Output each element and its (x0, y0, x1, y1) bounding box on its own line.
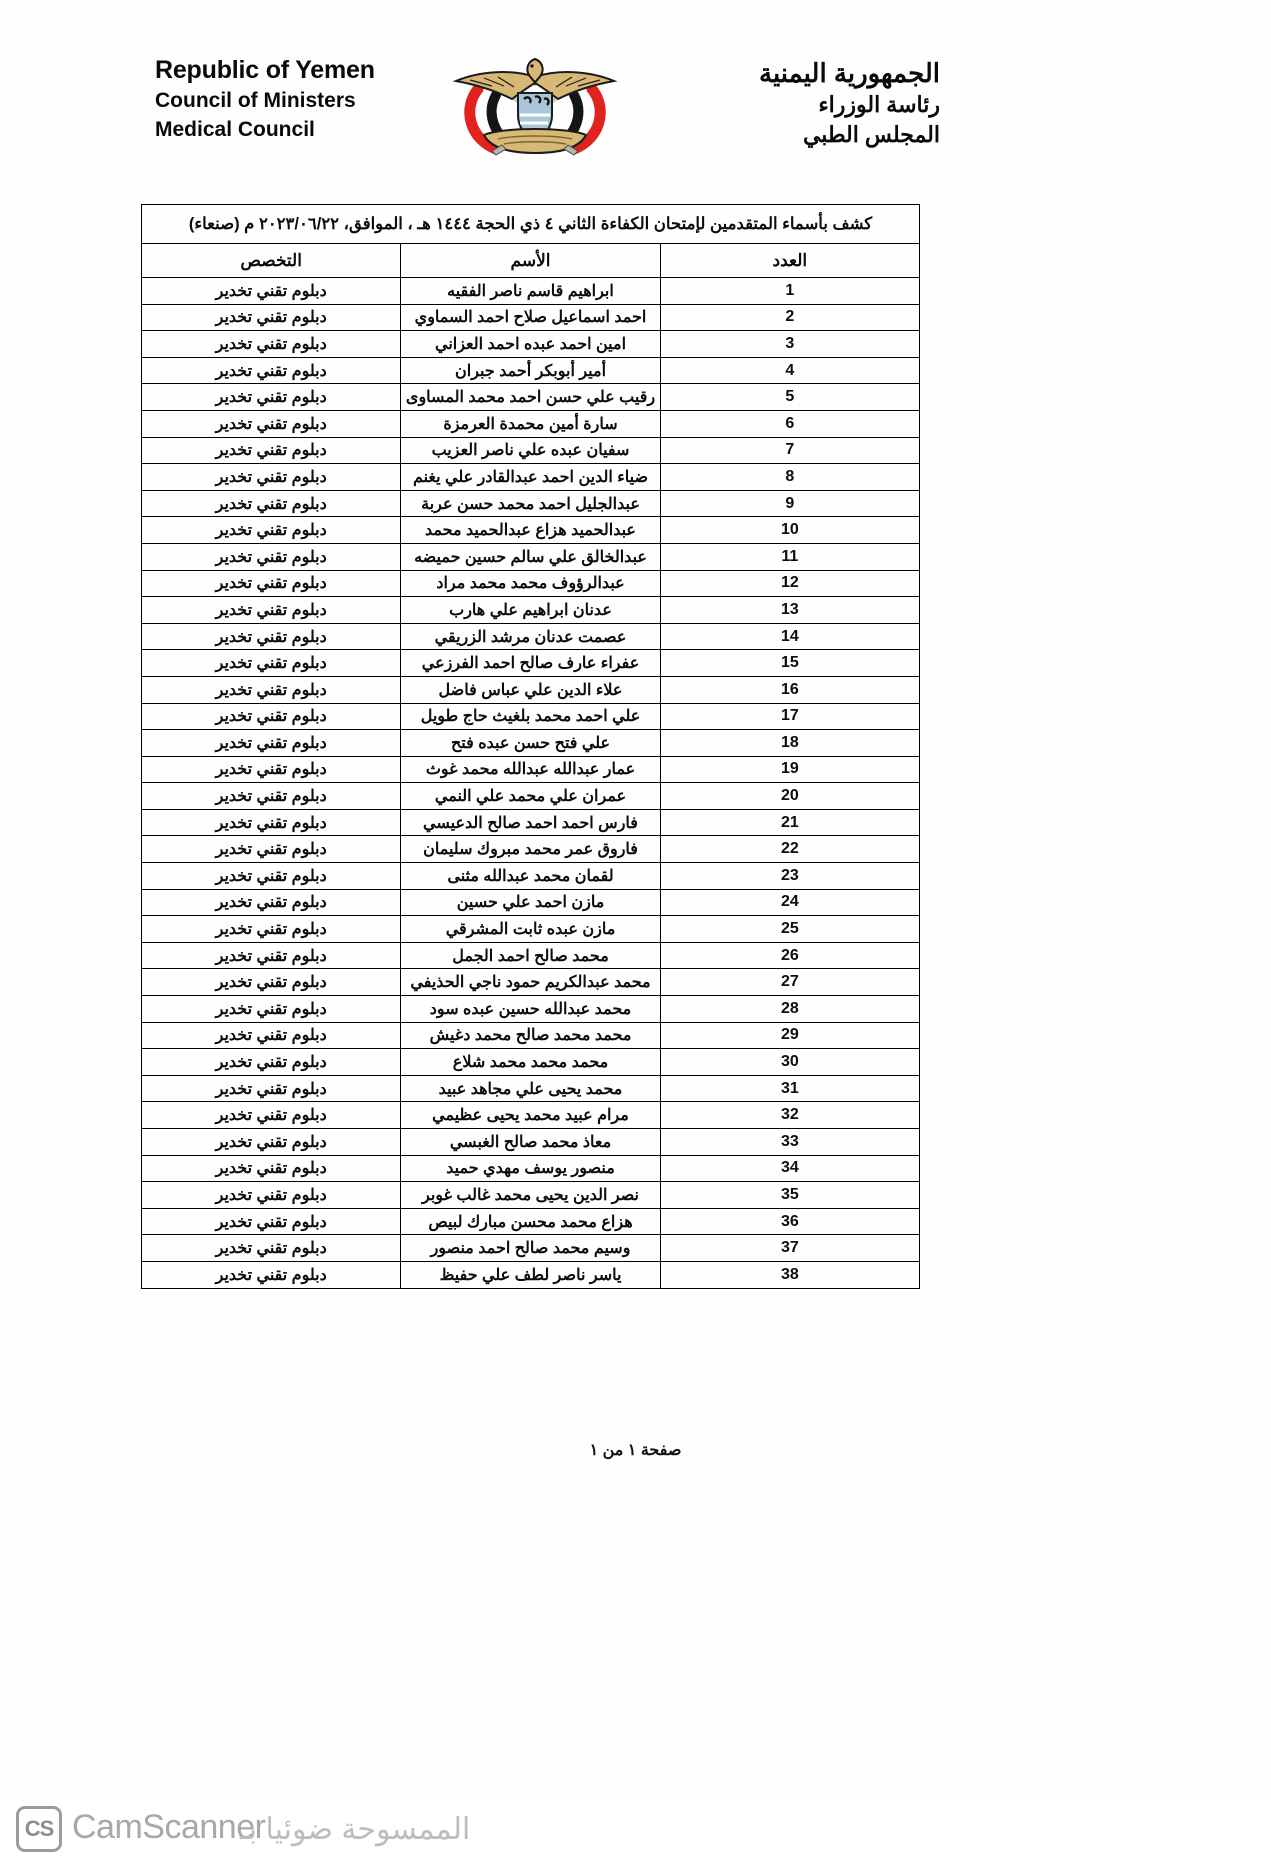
cell-number: 17 (660, 703, 919, 730)
column-header-name: الأسم (401, 244, 660, 278)
table-row (142, 1208, 920, 1235)
cell-specialty: دبلوم تقني تخدير (142, 1049, 401, 1076)
table-row (142, 1155, 920, 1182)
document-header (140, 55, 940, 180)
table-row (142, 570, 920, 597)
cell-number: 7 (660, 437, 919, 464)
header-english-line1: Republic of Yemen (155, 56, 375, 84)
cell-number: 26 (660, 942, 919, 969)
column-header-specialty: التخصص (142, 244, 401, 278)
cell-specialty: دبلوم تقني تخدير (142, 836, 401, 863)
cell-name: منصور يوسف مهدي حميد (401, 1155, 660, 1182)
cell-name: عصمت عدنان مرشد الزريقي (401, 623, 660, 650)
cell-name: فارس احمد احمد صالح الدعيسي (401, 809, 660, 836)
table-row (142, 357, 920, 384)
cell-name: عدنان ابراهيم علي هارب (401, 597, 660, 624)
table-title-row (142, 205, 920, 244)
cell-number: 14 (660, 623, 919, 650)
cell-name: ياسر ناصر لطف علي حفيظ (401, 1261, 660, 1288)
cell-number: 9 (660, 490, 919, 517)
cell-name: عبدالخالق علي سالم حسين حميضه (401, 543, 660, 570)
table-row (142, 1075, 920, 1102)
header-english-block (155, 55, 375, 144)
table-row (142, 1235, 920, 1262)
cell-name: مرام عبيد محمد يحيى عظيمي (401, 1102, 660, 1129)
cell-name: محمد يحيى علي مجاهد عبيد (401, 1075, 660, 1102)
table-row (142, 783, 920, 810)
watermark-divider (0, 1798, 1271, 1804)
table-row (142, 1182, 920, 1209)
cell-name: ضياء الدين احمد عبدالقادر علي يغنم (401, 464, 660, 491)
header-arabic-line1: الجمهورية اليمنية (759, 58, 940, 88)
cell-number: 6 (660, 410, 919, 437)
camscanner-arabic-text: الممسوحة ضوئيا بـ (240, 1813, 471, 1846)
cell-name: لقمان محمد عبدالله مثنى (401, 863, 660, 890)
header-arabic-line2: رئاسة الوزراء (818, 92, 940, 117)
cell-name: محمد عبدالله حسين عبده سود (401, 996, 660, 1023)
cell-number: 18 (660, 730, 919, 757)
cell-name: علاء الدين علي عباس فاضل (401, 676, 660, 703)
table-row (142, 889, 920, 916)
table-row (142, 543, 920, 570)
table-row (142, 623, 920, 650)
cell-name: محمد محمد صالح محمد دغيش (401, 1022, 660, 1049)
table-row (142, 490, 920, 517)
table-row (142, 464, 920, 491)
table-header-row (142, 244, 920, 278)
cell-number: 15 (660, 650, 919, 677)
table-row (142, 304, 920, 331)
cell-specialty: دبلوم تقني تخدير (142, 278, 401, 305)
cell-specialty: دبلوم تقني تخدير (142, 1155, 401, 1182)
cell-number: 20 (660, 783, 919, 810)
cell-number: 21 (660, 809, 919, 836)
cell-number: 36 (660, 1208, 919, 1235)
cell-number: 34 (660, 1155, 919, 1182)
header-arabic-block (759, 57, 940, 150)
cell-specialty: دبلوم تقني تخدير (142, 304, 401, 331)
cell-number: 19 (660, 756, 919, 783)
cell-specialty: دبلوم تقني تخدير (142, 703, 401, 730)
cell-number: 33 (660, 1129, 919, 1156)
cell-specialty: دبلوم تقني تخدير (142, 996, 401, 1023)
cell-specialty: دبلوم تقني تخدير (142, 889, 401, 916)
cell-specialty: دبلوم تقني تخدير (142, 1182, 401, 1209)
cell-name: عمار عبدالله عبدالله محمد غوث (401, 756, 660, 783)
header-english-line3: Medical Council (155, 118, 315, 141)
cell-number: 10 (660, 517, 919, 544)
camscanner-logo-icon: CS (16, 1806, 62, 1852)
cell-name: مازن عبده ثابت المشرقي (401, 916, 660, 943)
cell-name: محمد عبدالكريم حمود ناجي الحذيفي (401, 969, 660, 996)
cell-specialty: دبلوم تقني تخدير (142, 1102, 401, 1129)
header-english-line2: Council of Ministers (155, 89, 356, 112)
cell-specialty: دبلوم تقني تخدير (142, 1208, 401, 1235)
table-row (142, 996, 920, 1023)
table-row (142, 410, 920, 437)
cell-specialty: دبلوم تقني تخدير (142, 1022, 401, 1049)
candidates-table (141, 204, 920, 1289)
cell-name: عبدالرؤوف محمد محمد مراد (401, 570, 660, 597)
cell-specialty: دبلوم تقني تخدير (142, 863, 401, 890)
cell-number: 12 (660, 570, 919, 597)
table-row (142, 1261, 920, 1288)
cell-number: 22 (660, 836, 919, 863)
table-row (142, 597, 920, 624)
cell-name: معاذ محمد صالح الغبسي (401, 1129, 660, 1156)
cell-name: عبدالحميد هزاع عبدالحميد محمد (401, 517, 660, 544)
table-row (142, 437, 920, 464)
table-row (142, 836, 920, 863)
table-row (142, 703, 920, 730)
cell-specialty: دبلوم تقني تخدير (142, 490, 401, 517)
table-row (142, 1049, 920, 1076)
table-title: كشف بأسماء المتقدمين لإمتحان الكفاءة الثاني ٤ ذي الحجة ١٤٤٤ هـ ، الموافق، ٢٠٢٣/٠٦/٢٢ م (صنعاء) (142, 205, 920, 244)
table-row (142, 969, 920, 996)
table-row (142, 676, 920, 703)
cell-name: عفراء عارف صالح احمد الفرزعي (401, 650, 660, 677)
cell-specialty: دبلوم تقني تخدير (142, 783, 401, 810)
cell-number: 24 (660, 889, 919, 916)
table-row (142, 1022, 920, 1049)
table-row (142, 517, 920, 544)
header-arabic-line3: المجلس الطبي (802, 122, 940, 147)
cell-specialty: دبلوم تقني تخدير (142, 384, 401, 411)
cell-name: أمير أبوبكر أحمد جبران (401, 357, 660, 384)
cell-name: عبدالجليل احمد محمد حسن عربة (401, 490, 660, 517)
cell-name: ابراهيم قاسم ناصر الفقيه (401, 278, 660, 305)
cell-specialty: دبلوم تقني تخدير (142, 650, 401, 677)
cell-name: عمران علي محمد علي النمي (401, 783, 660, 810)
cell-number: 32 (660, 1102, 919, 1129)
camscanner-brand-text: CamScanner (72, 1808, 266, 1846)
cell-name: سفيان عبده علي ناصر العزيب (401, 437, 660, 464)
table-row (142, 650, 920, 677)
cell-number: 38 (660, 1261, 919, 1288)
table-row (142, 863, 920, 890)
cell-number: 11 (660, 543, 919, 570)
candidates-table-wrapper (141, 204, 920, 1289)
table-row (142, 1129, 920, 1156)
cell-number: 4 (660, 357, 919, 384)
cell-number: 31 (660, 1075, 919, 1102)
cell-name: سارة أمين محمدة العرمزة (401, 410, 660, 437)
table-row (142, 331, 920, 358)
cell-specialty: دبلوم تقني تخدير (142, 517, 401, 544)
cell-number: 30 (660, 1049, 919, 1076)
cell-name: محمد صالح احمد الجمل (401, 942, 660, 969)
cell-specialty: دبلوم تقني تخدير (142, 942, 401, 969)
cell-specialty: دبلوم تقني تخدير (142, 1261, 401, 1288)
cell-specialty: دبلوم تقني تخدير (142, 676, 401, 703)
cell-number: 16 (660, 676, 919, 703)
cell-number: 1 (660, 278, 919, 305)
cell-specialty: دبلوم تقني تخدير (142, 464, 401, 491)
cell-name: علي فتح حسن عبده فتح (401, 730, 660, 757)
column-header-number: العدد (660, 244, 919, 278)
table-row (142, 809, 920, 836)
table-row (142, 278, 920, 305)
table-row (142, 730, 920, 757)
cell-number: 25 (660, 916, 919, 943)
cell-number: 23 (660, 863, 919, 890)
cell-specialty: دبلوم تقني تخدير (142, 916, 401, 943)
cell-specialty: دبلوم تقني تخدير (142, 357, 401, 384)
yemen-eagle-emblem-icon (440, 53, 630, 163)
table-row (142, 1102, 920, 1129)
cell-specialty: دبلوم تقني تخدير (142, 410, 401, 437)
cell-specialty: دبلوم تقني تخدير (142, 1129, 401, 1156)
table-body (142, 278, 920, 1289)
cell-specialty: دبلوم تقني تخدير (142, 570, 401, 597)
cell-name: مازن احمد علي حسين (401, 889, 660, 916)
cell-name: رقيب علي حسن احمد محمد المساوى (401, 384, 660, 411)
cell-specialty: دبلوم تقني تخدير (142, 597, 401, 624)
table-row (142, 916, 920, 943)
cell-specialty: دبلوم تقني تخدير (142, 730, 401, 757)
cell-specialty: دبلوم تقني تخدير (142, 437, 401, 464)
cell-number: 13 (660, 597, 919, 624)
cell-number: 8 (660, 464, 919, 491)
cell-name: نصر الدين يحيى محمد غالب غوبر (401, 1182, 660, 1209)
page-number-footer: صفحة ١ من ١ (589, 1442, 682, 1459)
cell-number: 2 (660, 304, 919, 331)
cell-specialty: دبلوم تقني تخدير (142, 331, 401, 358)
cell-name: وسيم محمد صالح احمد منصور (401, 1235, 660, 1262)
cell-specialty: دبلوم تقني تخدير (142, 1075, 401, 1102)
cell-specialty: دبلوم تقني تخدير (142, 543, 401, 570)
cell-name: امين احمد عبده احمد العزاني (401, 331, 660, 358)
cell-name: فاروق عمر محمد مبروك سليمان (401, 836, 660, 863)
table-row (142, 756, 920, 783)
cell-specialty: دبلوم تقني تخدير (142, 623, 401, 650)
cell-specialty: دبلوم تقني تخدير (142, 809, 401, 836)
cell-number: 5 (660, 384, 919, 411)
cell-specialty: دبلوم تقني تخدير (142, 1235, 401, 1262)
cell-name: علي احمد محمد بلغيث حاج طويل (401, 703, 660, 730)
table-row (142, 942, 920, 969)
cell-number: 3 (660, 331, 919, 358)
cell-specialty: دبلوم تقني تخدير (142, 969, 401, 996)
cell-number: 28 (660, 996, 919, 1023)
cell-name: هزاع محمد محسن مبارك لبيص (401, 1208, 660, 1235)
cell-specialty: دبلوم تقني تخدير (142, 756, 401, 783)
cell-number: 27 (660, 969, 919, 996)
cell-name: محمد محمد محمد شلاع (401, 1049, 660, 1076)
cell-number: 37 (660, 1235, 919, 1262)
table-row (142, 384, 920, 411)
cell-name: احمد اسماعيل صلاح احمد السماوي (401, 304, 660, 331)
cell-number: 35 (660, 1182, 919, 1209)
cell-number: 29 (660, 1022, 919, 1049)
